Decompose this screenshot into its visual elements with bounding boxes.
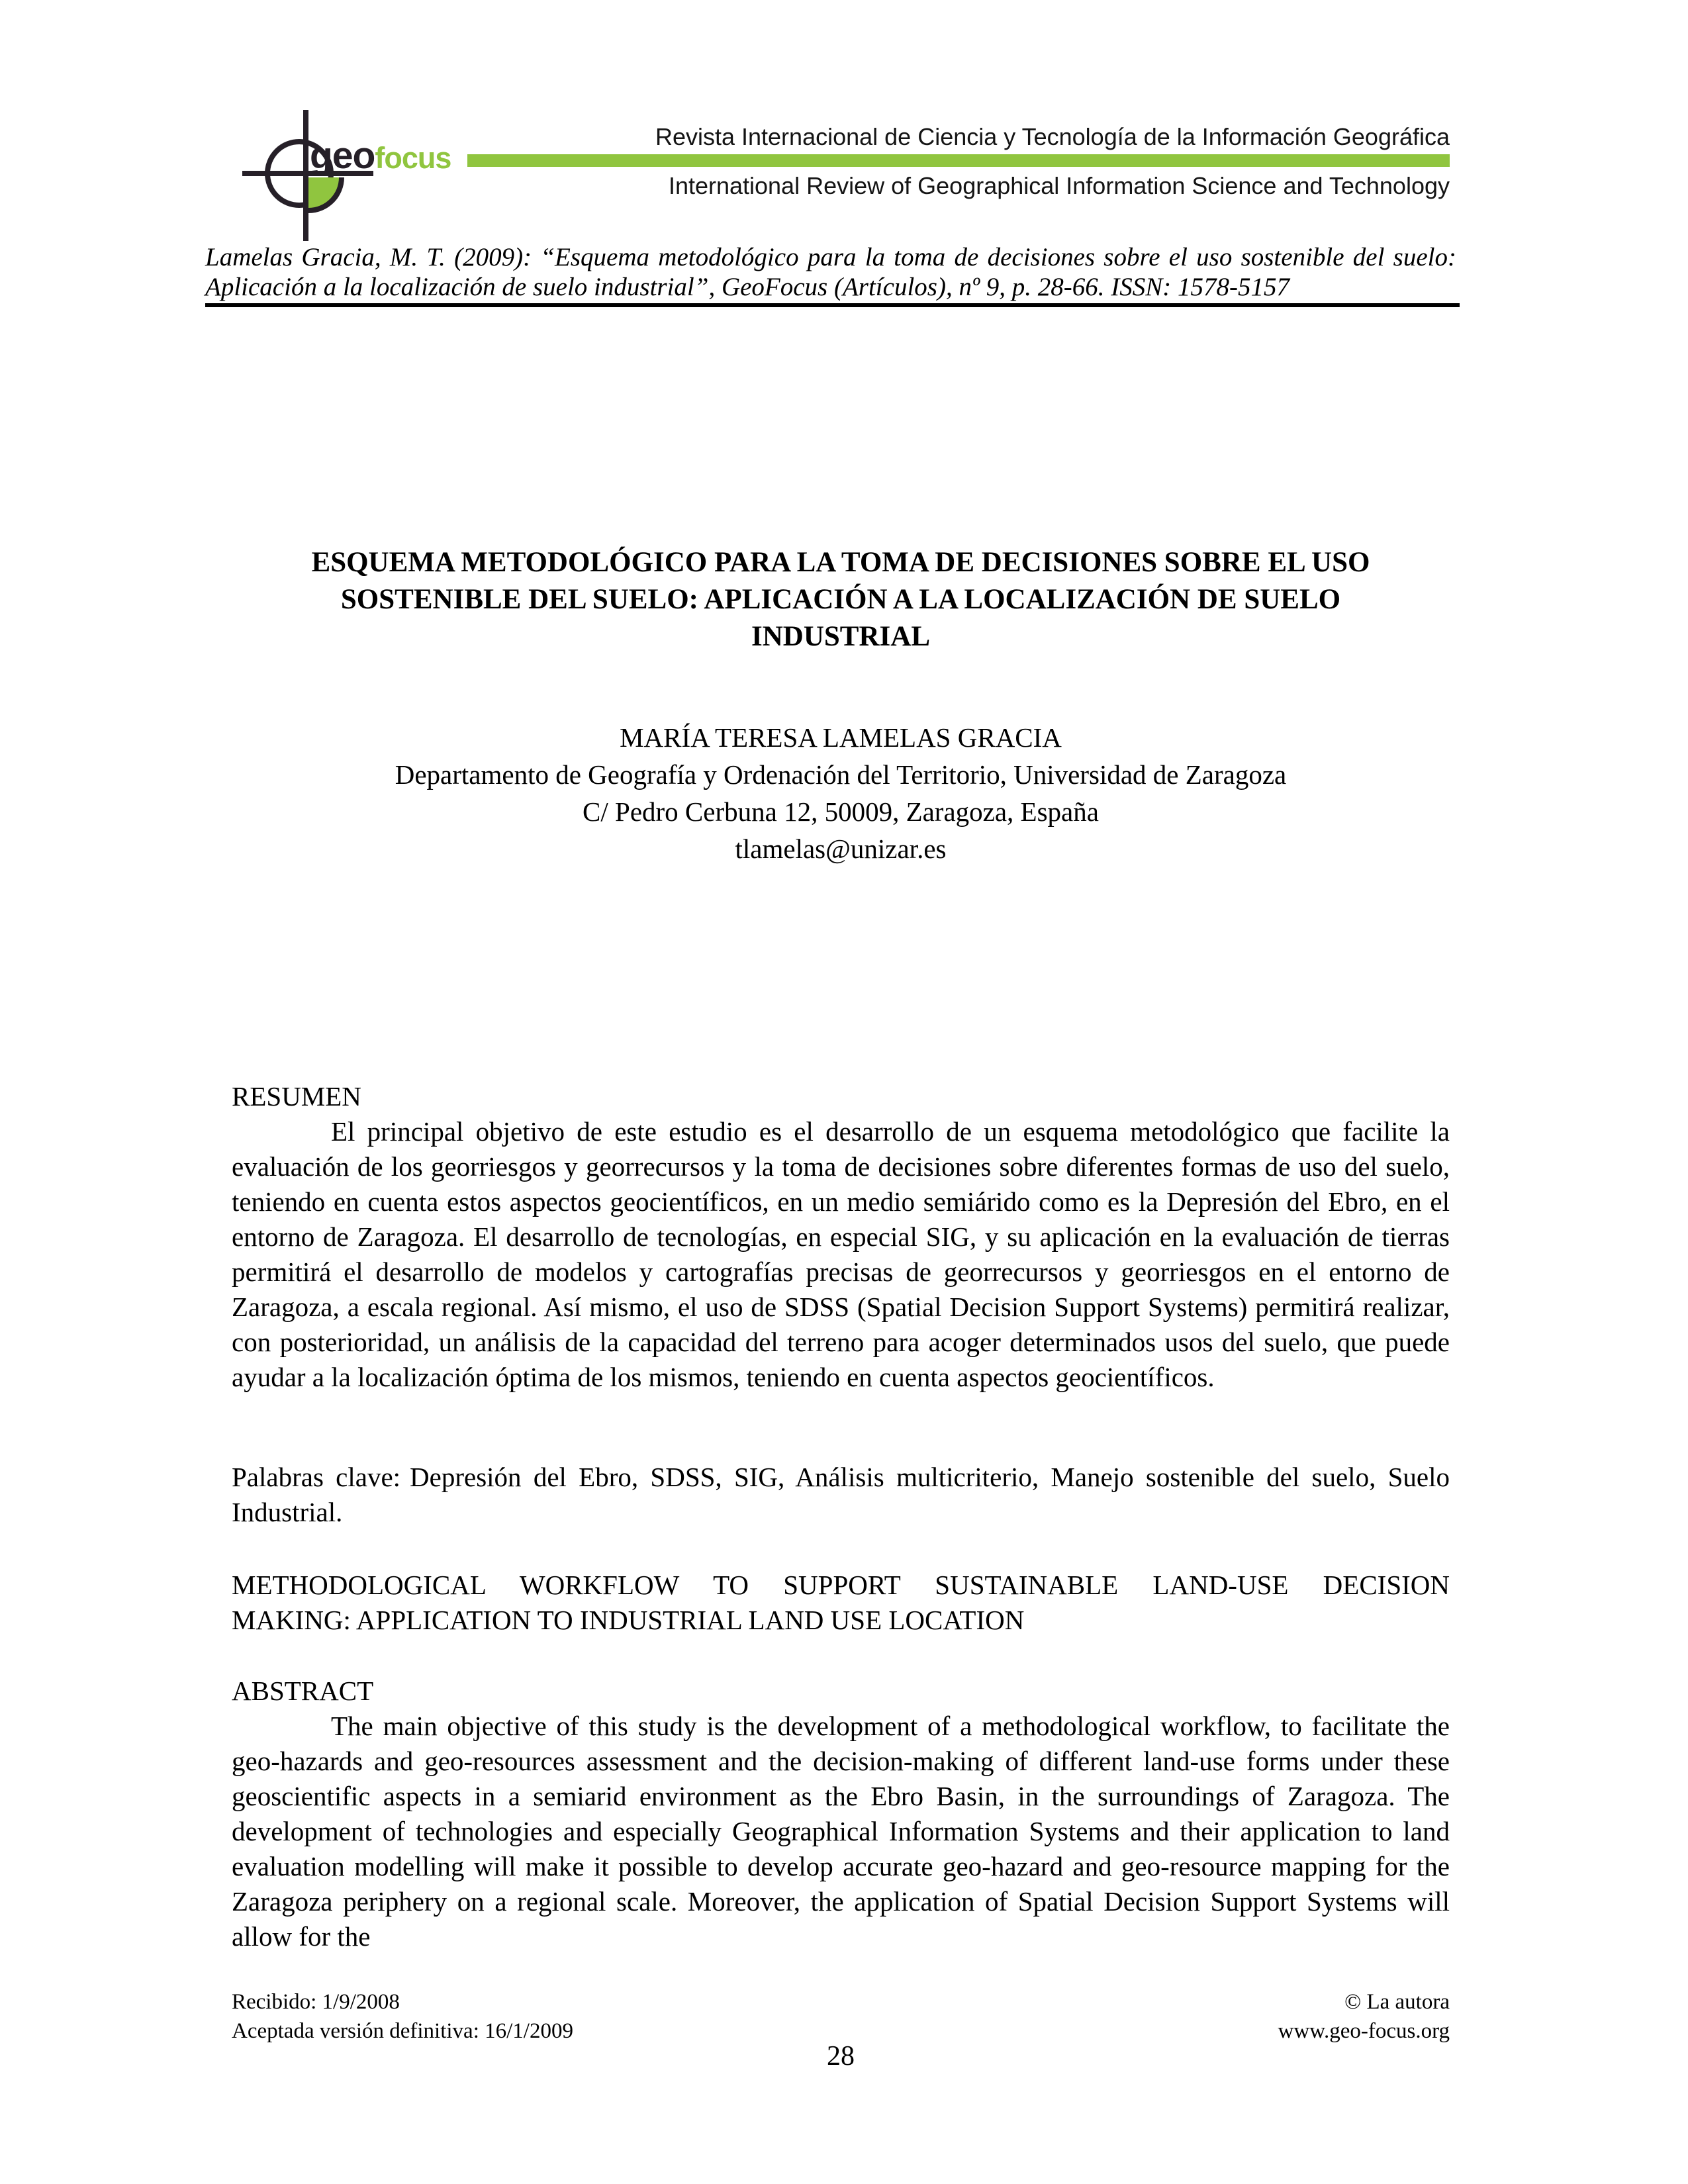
abstract-paragraph: The main objective of this study is the development of a methodological workflow, to facilitate the geo-hazards and geo-resources assessment and the decision-making of different land-use forms under these geoscientific aspects in a semiarid environment as the Ebro Basin, in the surroundings of Zaragoza. The development of technologies and especially Geographical Information Systems and their application to land evaluation modelling will make it possible to develop accurate geo-hazard and geo-resource mapping for the Zaragoza periphery on a regional scale. Moreover, the application of Spatial Decision Support Systems will allow for the	[232, 1711, 1450, 1952]
journal-title-english: International Review of Geographical Information Science and Technology	[668, 172, 1450, 199]
author-block	[232, 719, 1450, 867]
footer-copyright: © La autora	[1344, 1990, 1450, 2014]
author-email: tlamelas@unizar.es	[735, 833, 947, 864]
english-title-line: METHODOLOGICAL WORKFLOW TO SUPPORT SUSTAINABLE LAND-USE DECISION	[232, 1570, 1450, 1600]
crosshair-quarter-icon	[308, 177, 344, 213]
article-title	[232, 544, 1450, 655]
keywords-paragraph	[232, 1460, 1450, 1530]
footer-accepted: Aceptada versión definitiva: 16/1/2009	[232, 2019, 573, 2043]
logo-wordmark	[310, 134, 451, 177]
english-title-line: MAKING: APPLICATION TO INDUSTRIAL LAND USE LOCATION	[232, 1605, 1025, 1635]
resumen-heading: RESUMEN	[232, 1081, 361, 1112]
author-address: C/ Pedro Cerbuna 12, 50009, Zaragoza, España	[583, 796, 1099, 827]
english-title	[232, 1568, 1450, 1638]
geofocus-logo	[238, 105, 457, 247]
author-name: MARÍA TERESA LAMELAS GRACIA	[620, 722, 1062, 753]
logo-text-geo: geo	[310, 134, 375, 177]
footer-website: www.geo-focus.org	[1278, 2019, 1450, 2043]
citation-line: Aplicación a la localización de suelo industrial”, GeoFocus (Artículos), nº 9, p. 28-66. ISSN: 1578-5157	[205, 273, 1289, 301]
article-title-line: INDUSTRIAL	[751, 621, 930, 652]
abstract-heading: ABSTRACT	[232, 1676, 374, 1706]
citation-block	[205, 242, 1456, 302]
citation-line: Lamelas Gracia, M. T. (2009): “Esquema metodológico para la toma de decisiones sobre el uso sostenible del suelo:	[205, 243, 1456, 271]
resumen-section	[232, 1079, 1450, 1395]
abstract-section	[232, 1674, 1450, 1954]
author-affiliation: Departamento de Geografía y Ordenación del Territorio, Universidad de Zaragoza	[395, 759, 1287, 790]
keywords-label: Palabras clave:	[232, 1462, 401, 1492]
footer-received: Recibido: 1/9/2008	[232, 1990, 400, 2014]
article-title-line: ESQUEMA METODOLÓGICO PARA LA TOMA DE DECISIONES SOBRE EL USO	[311, 547, 1370, 578]
footer-right	[1278, 1987, 1450, 2046]
resumen-paragraph: El principal objetivo de este estudio es el desarrollo de un esquema metodológico que facilite la evaluación de los georriesgos y georrecursos y la toma de decisiones sobre diferentes formas de uso del suelo, teniendo en cuenta estos aspectos geocientíficos, en un medio semiárido como es la Depresión del Ebro, en el entorno de Zaragoza. El desarrollo de tecnologías, en especial SIG, y su aplicación en la evaluación de tierras permitirá el desarrollo de modelos y cartografías precisas de georrecursos y georriesgos en el entorno de Zaragoza, a escala regional. Así mismo, el uso de SDSS (Spatial Decision Support Systems) permitirá realizar, con posterioridad, un análisis de la capacidad del terreno para acoger determinados usos del suelo, que puede ayudar a la localización óptima de los mismos, teniendo en cuenta aspectos geocientíficos.	[232, 1116, 1450, 1392]
journal-title-spanish: Revista Internacional de Ciencia y Tecnología de la Información Geográfica	[655, 123, 1450, 150]
article-title-line: SOSTENIBLE DEL SUELO: APLICACIÓN A LA LOCALIZACIÓN DE SUELO	[340, 584, 1341, 615]
page-number: 28	[827, 2041, 855, 2071]
footer-left	[232, 1987, 573, 2046]
journal-accent-bar	[467, 154, 1450, 167]
keywords-text: Depresión del Ebro, SDSS, SIG, Análisis multicriterio, Manejo sostenible del suelo, Suelo Industrial.	[232, 1462, 1450, 1527]
header-rule	[205, 303, 1460, 307]
logo-text-focus: focus	[375, 141, 451, 175]
